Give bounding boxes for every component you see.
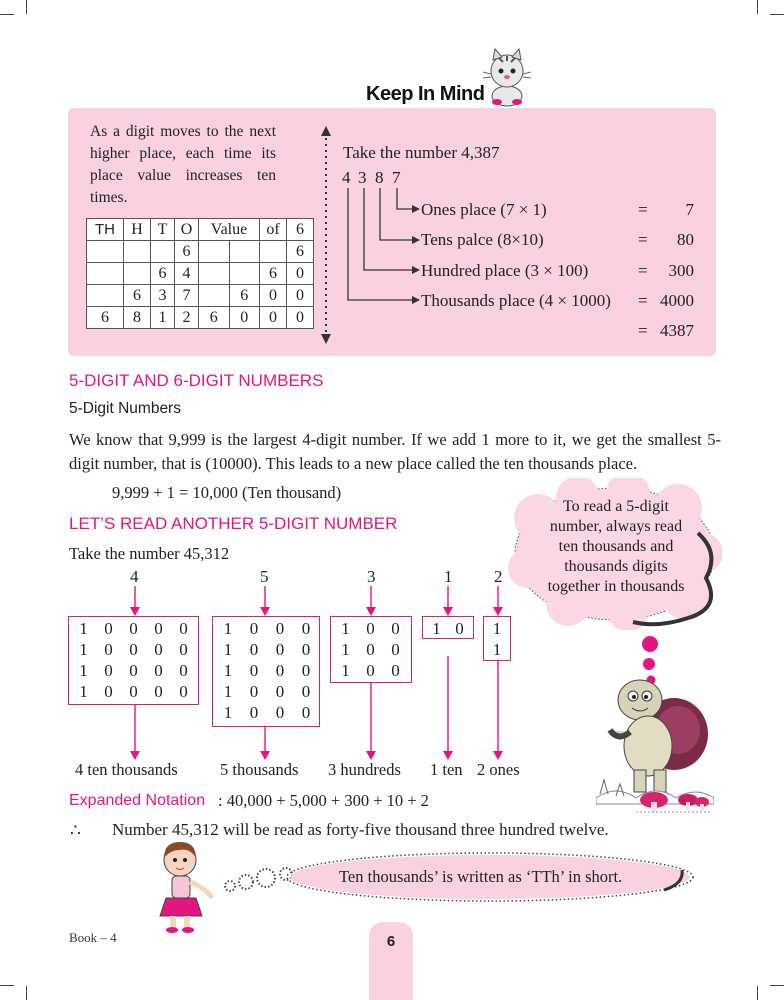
table-cell: 4 <box>175 263 199 285</box>
box-caption: 1 ten <box>430 760 463 779</box>
example-digit: 8 <box>375 168 384 187</box>
table-cell: 2 <box>175 307 199 329</box>
place-value: 300 <box>668 261 694 280</box>
box-digit: 0 <box>104 682 113 701</box>
table-cell <box>199 285 230 307</box>
table-cell: 3 <box>151 285 175 307</box>
table-cell <box>199 263 230 285</box>
crop-mark <box>757 986 758 1000</box>
total-value: 4387 <box>660 321 694 340</box>
box-digit: 0 <box>179 661 188 680</box>
box-digit: 0 <box>249 661 259 680</box>
table-cell <box>124 263 151 285</box>
table-header-cell: TH <box>87 219 124 241</box>
box-digit: 0 <box>275 640 285 659</box>
crop-mark <box>26 0 27 14</box>
table-cell <box>87 241 124 263</box>
table-cell: 8 <box>124 307 151 329</box>
box-digit: 0 <box>179 682 188 701</box>
box-digit: 0 <box>104 640 113 659</box>
table-cell: 0 <box>287 307 314 329</box>
box-digit: 1 <box>341 661 350 680</box>
example-digit: 3 <box>358 168 367 187</box>
table-header-cell: Value <box>199 219 260 241</box>
box-digit: 0 <box>129 619 138 638</box>
table-cell <box>151 241 175 263</box>
box-digit: 0 <box>129 640 138 659</box>
table-row <box>87 285 314 307</box>
box-digit: 0 <box>301 640 311 659</box>
table-cell: 6 <box>287 241 314 263</box>
box-row <box>423 617 473 639</box>
table-row <box>87 241 314 263</box>
example-intro: Take the number 4,387 <box>343 143 500 162</box>
box-digit: 1 <box>223 703 233 722</box>
box-digit: 0 <box>154 661 163 680</box>
place-value: 80 <box>677 230 694 249</box>
table-cell: 0 <box>229 307 260 329</box>
box-digit: 0 <box>275 682 285 701</box>
table-header-cell: T <box>151 219 175 241</box>
book-label: Book – 4 <box>69 930 117 945</box>
table-cell: 6 <box>175 241 199 263</box>
therefore-symbol: ∴ <box>70 821 81 840</box>
table-row <box>87 307 314 329</box>
box-digit: 0 <box>275 703 285 722</box>
box-digit: 0 <box>104 619 113 638</box>
section-heading: 5-DIGIT AND 6-DIGIT NUMBERS <box>69 371 324 390</box>
box-caption: 3 hundreds <box>328 760 401 779</box>
box-digit: 0 <box>154 640 163 659</box>
crop-mark <box>0 985 14 986</box>
table-cell: 0 <box>287 285 314 307</box>
table-cell <box>87 285 124 307</box>
box-digit: 1 <box>492 640 502 659</box>
table-cell: 0 <box>287 263 314 285</box>
box-digit: 0 <box>104 661 113 680</box>
box-digit: 1 <box>223 661 233 680</box>
box-row <box>69 617 198 639</box>
box-digit: 0 <box>129 661 138 680</box>
place-equals: = <box>638 230 648 249</box>
box-digit: 1 <box>223 640 233 659</box>
table-cell: 6 <box>124 285 151 307</box>
place-value: 4000 <box>660 291 694 310</box>
place-label: Hundred place (3 × 100) <box>421 261 589 280</box>
box-digit: 0 <box>301 619 311 638</box>
ones-box <box>483 616 511 661</box>
box-digit: 0 <box>366 619 375 638</box>
table-cell <box>124 241 151 263</box>
place-equals: = <box>638 261 648 280</box>
place-arrows <box>340 188 425 306</box>
conclusion-text: Number 45,312 will be read as forty-five thousand three hundred twelve. <box>112 820 609 839</box>
table-cell: 1 <box>151 307 175 329</box>
digit-label: 4 <box>130 567 139 586</box>
crop-mark <box>757 0 758 14</box>
expanded-notation-label: Expanded Notation <box>69 792 206 809</box>
box-digit: 0 <box>129 682 138 701</box>
crop-mark <box>770 985 784 986</box>
box-digit: 0 <box>366 640 375 659</box>
example-digit: 7 <box>392 168 401 187</box>
dotted-divider <box>318 126 334 344</box>
box-digit: 1 <box>223 619 233 638</box>
box-digit: 0 <box>301 661 311 680</box>
tip-text: Ten thousands’ is written as ‘TTh’ in short. <box>339 867 623 886</box>
table-header-cell: H <box>124 219 151 241</box>
table-cell: 0 <box>260 285 287 307</box>
table-cell: 6 <box>199 307 230 329</box>
caption-arrows <box>60 656 520 760</box>
keep-in-mind-text: As a digit moves to the next higher place, each time its place value increases ten times. <box>90 123 276 206</box>
total-equals: = <box>638 321 648 340</box>
digit-label: 3 <box>367 567 376 586</box>
box-caption: 2 ones <box>477 760 520 779</box>
box-digit: 0 <box>391 619 400 638</box>
box-digit: 0 <box>391 640 400 659</box>
table-cell: 7 <box>175 285 199 307</box>
box-digit: 0 <box>154 619 163 638</box>
place-value-table <box>86 218 314 329</box>
digit-label: 5 <box>260 567 269 586</box>
box-digit: 0 <box>301 703 311 722</box>
box-digit: 1 <box>341 640 350 659</box>
box-digit: 1 <box>79 619 88 638</box>
place-equals: = <box>638 200 648 219</box>
box-digit: 0 <box>179 619 188 638</box>
box-row <box>213 617 319 639</box>
box-digit: 1 <box>79 640 88 659</box>
table-cell: 6 <box>229 285 260 307</box>
girl-illustration-icon <box>150 838 230 934</box>
table-header-row <box>87 219 314 241</box>
table-header-cell: 6 <box>287 219 314 241</box>
box-digit: 0 <box>275 619 285 638</box>
box-caption: 5 thousands <box>220 760 299 779</box>
table-cell <box>87 263 124 285</box>
box-caption: 4 ten thousands <box>75 760 178 779</box>
box-digit: 0 <box>249 619 259 638</box>
number-intro: Take the number 45,312 <box>69 544 230 563</box>
digit-arrows <box>60 586 520 616</box>
table-cell: 6 <box>87 307 124 329</box>
table-row <box>87 263 314 285</box>
box-row <box>331 617 411 639</box>
digit-label: 2 <box>494 567 503 586</box>
box-digit: 0 <box>179 640 188 659</box>
place-label: Tens palce (8×10) <box>421 230 544 249</box>
box-digit: 0 <box>249 640 259 659</box>
table-cell <box>229 263 260 285</box>
box-digit: 0 <box>391 661 400 680</box>
equation: 9,999 + 1 = 10,000 (Ten thousand) <box>112 483 342 502</box>
table-header-cell: of <box>260 219 287 241</box>
place-label: Thousands place (4 × 1000) <box>421 291 611 310</box>
table-header-cell: O <box>175 219 199 241</box>
crop-mark <box>0 14 14 15</box>
thought-bubble-text: To read a 5-digit number, always read ten thousands and thousands digits together in thousands <box>547 498 685 595</box>
box-digit: 1 <box>492 619 502 638</box>
place-value: 7 <box>685 200 694 219</box>
keep-in-mind-title: Keep In Mind <box>366 83 485 105</box>
example-digit: 4 <box>342 168 351 187</box>
box-digit: 1 <box>432 619 441 638</box>
section-paragraph: We know that 9,999 is the largest 4-digit number. If we add 1 more to it, we get the smallest 5-digit number, that is (10000). This leads to a new place called the ten thousands place. <box>69 430 721 473</box>
table-cell: 6 <box>151 263 175 285</box>
section-heading: LET’S READ ANOTHER 5-DIGIT NUMBER <box>69 514 398 533</box>
box-digit: 1 <box>223 682 233 701</box>
place-label: Ones place (7 × 1) <box>421 200 547 219</box>
box-digit: 1 <box>79 661 88 680</box>
mushroom-icon <box>636 790 712 814</box>
box-digit: 0 <box>366 661 375 680</box>
place-equals: = <box>638 291 648 310</box>
box-digit: 0 <box>455 619 464 638</box>
box-digit: 1 <box>79 682 88 701</box>
section-subheading: 5-Digit Numbers <box>69 400 181 417</box>
table-cell <box>229 241 260 263</box>
box-digit: 0 <box>249 703 259 722</box>
expanded-notation-value: : 40,000 + 5,000 + 300 + 10 + 2 <box>218 791 429 810</box>
crop-mark <box>770 14 784 15</box>
box-digit: 0 <box>249 682 259 701</box>
page-number: 6 <box>386 933 396 950</box>
cat-mascot-icon <box>480 46 534 108</box>
table-cell: 0 <box>260 307 287 329</box>
table-cell <box>199 241 230 263</box>
table-cell <box>260 241 287 263</box>
tens-box <box>422 616 474 639</box>
box-digit: 1 <box>341 619 350 638</box>
crop-mark <box>26 986 27 1000</box>
box-digit: 0 <box>275 661 285 680</box>
table-cell: 6 <box>260 263 287 285</box>
box-digit: 0 <box>154 682 163 701</box>
digit-label: 1 <box>444 567 453 586</box>
box-digit: 0 <box>301 682 311 701</box>
box-row <box>484 617 510 639</box>
